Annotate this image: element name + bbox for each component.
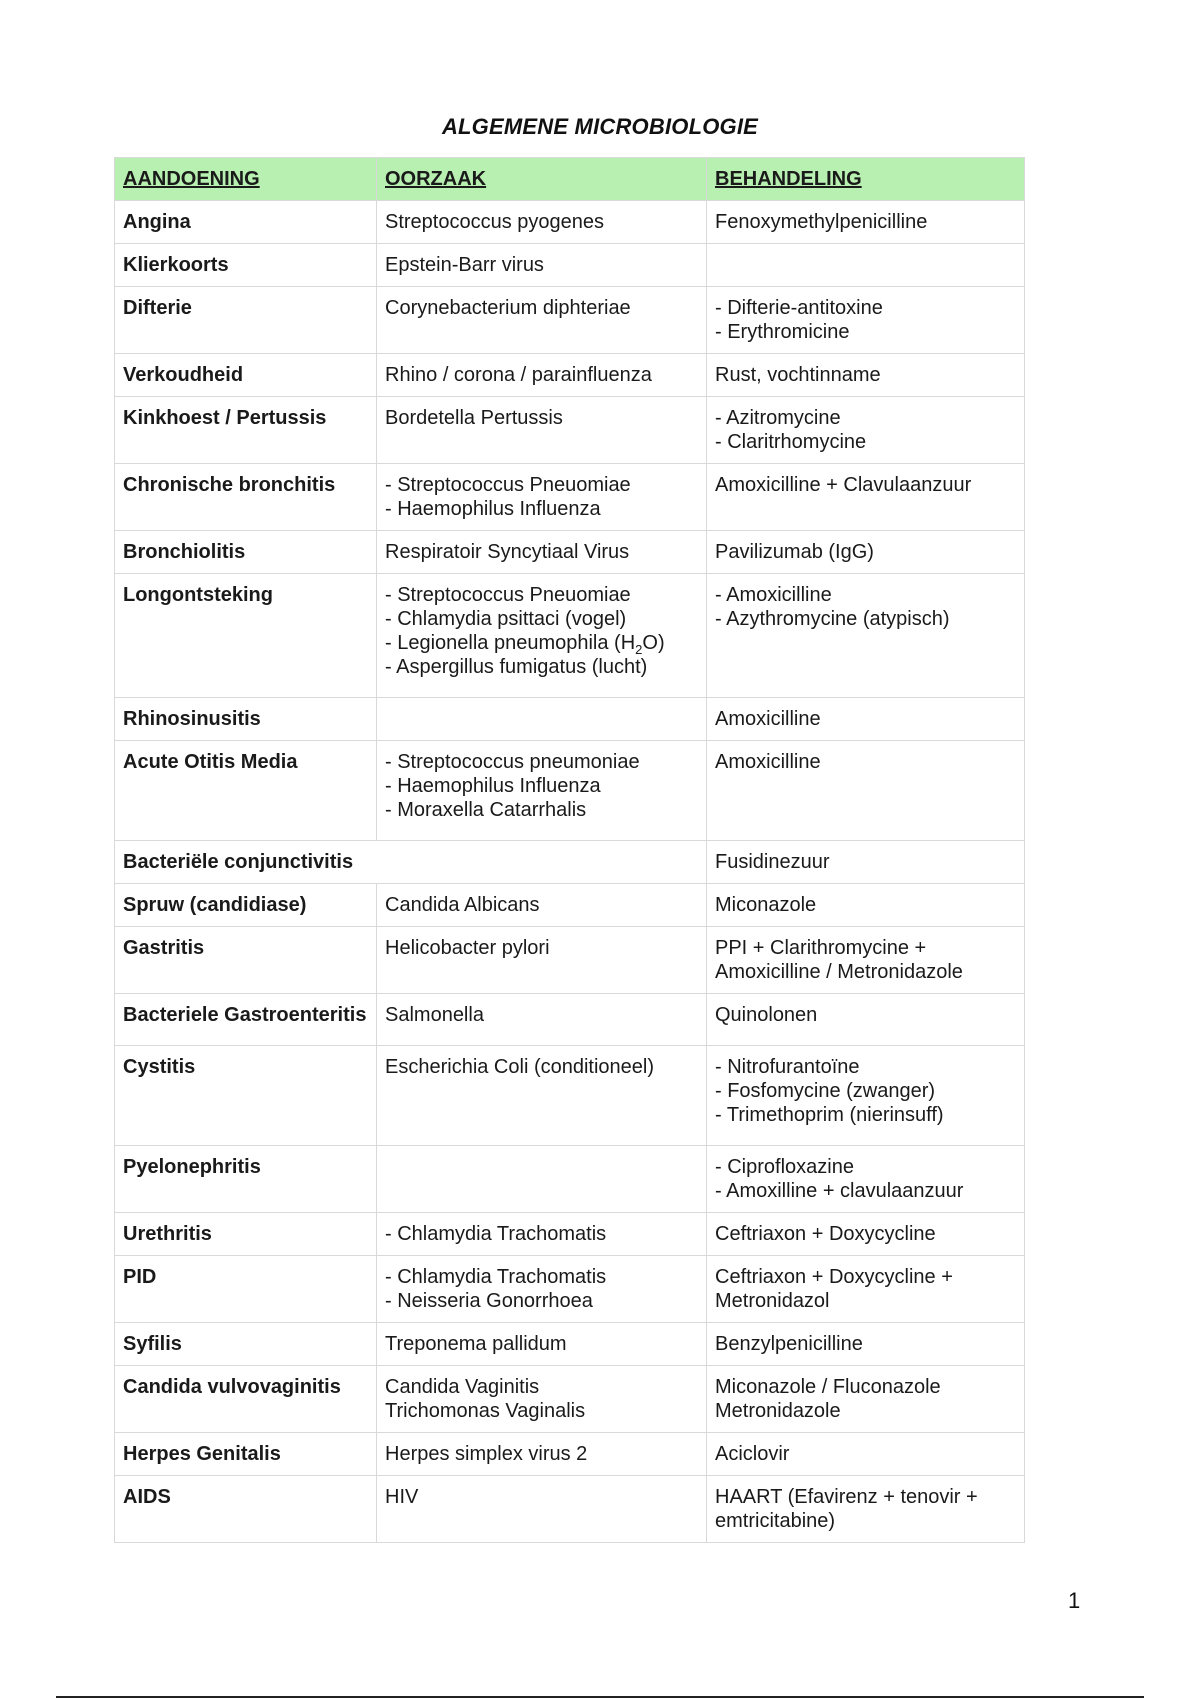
cause-cell-line: Rhino / corona / parainfluenza — [385, 364, 652, 386]
cause-cell-line: - Neisseria Gonorrhoea — [385, 1290, 593, 1312]
cause-cell — [377, 884, 707, 927]
cause-cell — [377, 1366, 707, 1433]
treatment-cell-line: - Trimethoprim (nierinsuff) — [715, 1104, 944, 1126]
cause-cell — [377, 287, 707, 354]
treatment-cell-line: - Azythromycine (atypisch) — [715, 608, 950, 630]
treatment-cell — [707, 1256, 1025, 1323]
table-row — [115, 1146, 1025, 1213]
cause-cell — [377, 994, 707, 1046]
cause-cell — [377, 464, 707, 531]
cause-cell — [377, 1433, 707, 1476]
disease-cell: Bacteriele Gastroenteritis — [115, 994, 377, 1046]
table-row — [115, 1213, 1025, 1256]
table-row — [115, 698, 1025, 741]
cause-cell-line: - Chlamydia psittaci (vogel) — [385, 608, 627, 630]
treatment-cell-line: Fenoxymethylpenicilline — [715, 211, 928, 233]
cause-cell-line: Streptococcus pyogenes — [385, 211, 605, 233]
treatment-cell — [707, 884, 1025, 927]
table-row — [115, 574, 1025, 698]
disease-cell: Gastritis — [115, 927, 377, 994]
table-row — [115, 1046, 1025, 1146]
table-row — [115, 1366, 1025, 1433]
treatment-cell-line: Amoxicilline — [715, 708, 821, 730]
treatment-cell — [707, 1046, 1025, 1146]
cause-cell-line: Treponema pallidum — [385, 1333, 567, 1355]
treatment-cell-line: Miconazole / Fluconazole — [715, 1376, 941, 1398]
treatment-cell — [707, 741, 1025, 841]
treatment-cell-line: PPI + Clarithromycine + — [715, 937, 927, 959]
table-row — [115, 201, 1025, 244]
table-row — [115, 741, 1025, 841]
cause-cell — [377, 1213, 707, 1256]
cause-cell — [377, 1256, 707, 1323]
cause-cell — [377, 397, 707, 464]
treatment-cell — [707, 841, 1025, 884]
cause-cell-line: Helicobacter pylori — [385, 937, 550, 959]
cause-cell-line: Epstein-Barr virus — [385, 254, 544, 276]
treatment-cell-line: - Nitrofurantoïne — [715, 1056, 860, 1078]
treatment-cell-line: - Erythromicine — [715, 321, 850, 343]
disease-cell: Verkoudheid — [115, 354, 377, 397]
subscript-two: 2 — [635, 642, 643, 657]
cause-cell — [377, 244, 707, 287]
treatment-cell-line: Metronidazol — [715, 1290, 830, 1312]
treatment-cell — [707, 574, 1025, 698]
cause-cell — [377, 1323, 707, 1366]
cause-cell-line: - Chlamydia Trachomatis — [385, 1266, 607, 1288]
disease-cell: Urethritis — [115, 1213, 377, 1256]
cause-cell-line: Corynebacterium diphteriae — [385, 297, 631, 319]
treatment-cell-line: - Claritrhomycine — [715, 431, 867, 453]
table-row — [115, 884, 1025, 927]
cause-cell-line: - Aspergillus fumigatus (lucht) — [385, 656, 648, 678]
treatment-cell — [707, 1146, 1025, 1213]
treatment-cell-line: Metronidazole — [715, 1400, 841, 1422]
treatment-cell — [707, 244, 1025, 287]
table-row — [115, 1256, 1025, 1323]
table-row — [115, 464, 1025, 531]
table-row — [115, 841, 1025, 884]
table-row — [115, 994, 1025, 1046]
disease-cell: Kinkhoest / Pertussis — [115, 397, 377, 464]
treatment-cell — [707, 1476, 1025, 1543]
cause-cell-line: - Chlamydia Trachomatis — [385, 1223, 607, 1245]
cause-cell — [377, 927, 707, 994]
cause-cell — [377, 201, 707, 244]
cause-cell-line: - Moraxella Catarrhalis — [385, 799, 587, 821]
treatment-cell-line: - Fosfomycine (zwanger) — [715, 1080, 936, 1102]
treatment-cell — [707, 287, 1025, 354]
treatment-cell-line: Quinolonen — [715, 1004, 818, 1026]
treatment-cell-line: Fusidinezuur — [715, 851, 830, 873]
column-header-oorzaak: OORZAAK — [377, 158, 707, 201]
treatment-cell-line: Rust, vochtinname — [715, 364, 881, 386]
treatment-cell — [707, 531, 1025, 574]
treatment-cell-line: HAART (Efavirenz + tenovir + — [715, 1486, 978, 1508]
disease-cell: Difterie — [115, 287, 377, 354]
treatment-cell-line: Benzylpenicilline — [715, 1333, 863, 1355]
treatment-cell — [707, 994, 1025, 1046]
table-row — [115, 397, 1025, 464]
disease-cell: Candida vulvovaginitis — [115, 1366, 377, 1433]
cause-cell-line: Salmonella — [385, 1004, 484, 1026]
disease-cell: Cystitis — [115, 1046, 377, 1146]
disease-cell: Longontsteking — [115, 574, 377, 698]
treatment-cell-line: Amoxicilline / Metronidazole — [715, 961, 963, 983]
table-body — [115, 201, 1025, 1543]
treatment-cell — [707, 1366, 1025, 1433]
table-header-row — [115, 158, 1025, 201]
column-header-aandoening: AANDOENING — [115, 158, 377, 201]
treatment-cell — [707, 201, 1025, 244]
treatment-cell-line: Ceftriaxon + Doxycycline — [715, 1223, 936, 1245]
treatment-cell-line: Aciclovir — [715, 1443, 790, 1465]
cause-cell-line: Respiratoir Syncytiaal Virus — [385, 541, 630, 563]
table-row — [115, 927, 1025, 994]
table-row — [115, 531, 1025, 574]
page-title: ALGEMENE MICROBIOLOGIE — [441, 114, 759, 139]
microbiology-table — [114, 157, 1025, 1543]
disease-cell: Syfilis — [115, 1323, 377, 1366]
treatment-cell-line: - Difterie-antitoxine — [715, 297, 883, 319]
treatment-cell-line: Amoxicilline + Clavulaanzuur — [715, 474, 972, 496]
cause-cell — [377, 354, 707, 397]
disease-cell: Rhinosinusitis — [115, 698, 377, 741]
treatment-cell — [707, 354, 1025, 397]
cause-cell — [377, 698, 707, 741]
cause-cell — [377, 1146, 707, 1213]
table-row — [115, 244, 1025, 287]
disease-cell: Bacteriële conjunctivitis — [115, 841, 707, 884]
cause-cell-line: - Streptococcus Pneuomiae — [385, 584, 631, 606]
treatment-cell — [707, 397, 1025, 464]
cause-cell — [377, 1046, 707, 1146]
disease-cell: PID — [115, 1256, 377, 1323]
disease-cell: Acute Otitis Media — [115, 741, 377, 841]
table-row — [115, 287, 1025, 354]
disease-cell: Chronische bronchitis — [115, 464, 377, 531]
treatment-cell — [707, 1213, 1025, 1256]
cause-cell-line: Herpes simplex virus 2 — [385, 1443, 588, 1465]
disease-cell: Klierkoorts — [115, 244, 377, 287]
table-row — [115, 1433, 1025, 1476]
cause-cell-line: Escherichia Coli (conditioneel) — [385, 1056, 655, 1078]
table-row — [115, 1323, 1025, 1366]
column-header-behandeling: BEHANDELING — [707, 158, 1025, 201]
cause-cell — [377, 531, 707, 574]
footer-divider — [56, 1696, 1144, 1698]
cause-cell-line: Candida Vaginitis — [385, 1376, 540, 1398]
treatment-cell-line: Miconazole — [715, 894, 817, 916]
table-row — [115, 1476, 1025, 1543]
treatment-cell-line: - Amoxicilline — [715, 584, 832, 606]
treatment-cell-line: - Amoxilline + clavulaanzuur — [715, 1180, 964, 1202]
disease-cell: Spruw (candidiase) — [115, 884, 377, 927]
treatment-cell — [707, 1433, 1025, 1476]
cause-cell-line: Candida Albicans — [385, 894, 540, 916]
treatment-cell-line: Ceftriaxon + Doxycycline + — [715, 1266, 953, 1288]
cause-cell-line: - Streptococcus Pneuomiae — [385, 474, 631, 496]
treatment-cell-line: Amoxicilline — [715, 751, 821, 773]
treatment-cell — [707, 464, 1025, 531]
treatment-cell-line: - Azitromycine — [715, 407, 841, 429]
cause-cell-line: - Streptococcus pneumoniae — [385, 751, 640, 773]
cause-cell-line: Bordetella Pertussis — [385, 407, 563, 429]
cause-cell-line: Trichomonas Vaginalis — [385, 1400, 586, 1422]
disease-cell: Angina — [115, 201, 377, 244]
cause-cell-line: HIV — [385, 1486, 419, 1508]
treatment-cell — [707, 698, 1025, 741]
disease-cell: Herpes Genitalis — [115, 1433, 377, 1476]
treatment-cell — [707, 1323, 1025, 1366]
page-number: 1 — [1068, 1588, 1081, 1613]
treatment-cell-line: - Ciprofloxazine — [715, 1156, 854, 1178]
treatment-cell-line: Pavilizumab (IgG) — [715, 541, 874, 563]
cause-cell — [377, 741, 707, 841]
subscript-tail: O) — [642, 632, 665, 654]
disease-cell: Pyelonephritis — [115, 1146, 377, 1213]
cause-cell — [377, 574, 707, 698]
treatment-cell-line: emtricitabine) — [715, 1510, 836, 1532]
disease-cell: Bronchiolitis — [115, 531, 377, 574]
cause-cell — [377, 1476, 707, 1543]
table-row — [115, 354, 1025, 397]
cause-cell-line: - Haemophilus Influenza — [385, 498, 601, 520]
disease-cell: AIDS — [115, 1476, 377, 1543]
cause-cell-line: - Legionella pneumophila $(H_2O)$ — [385, 632, 665, 657]
cause-cell-line: - Haemophilus Influenza — [385, 775, 601, 797]
treatment-cell — [707, 927, 1025, 994]
